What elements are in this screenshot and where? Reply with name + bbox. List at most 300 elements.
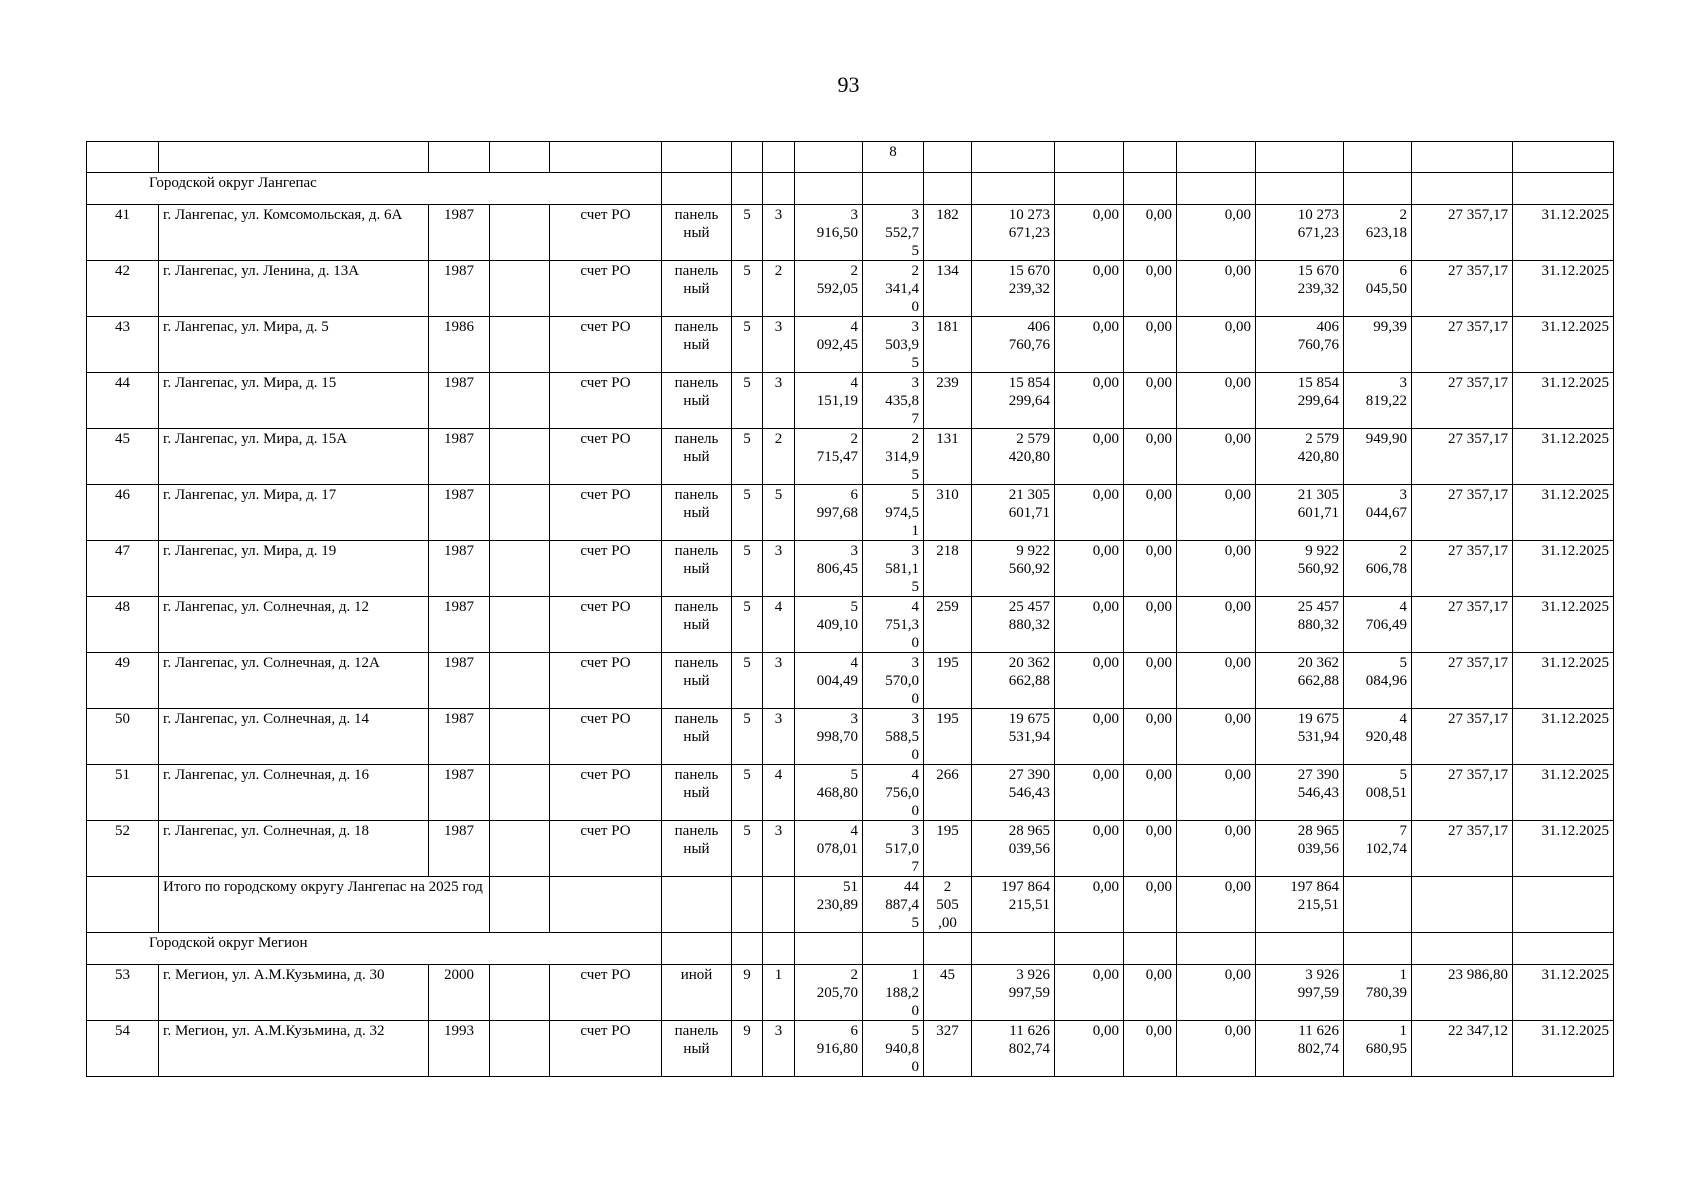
empty-cell bbox=[1513, 173, 1614, 205]
unit-cost-cell: 2 606,78 bbox=[1344, 541, 1412, 597]
area-residential-cell: 5 940,8 0 bbox=[863, 1021, 924, 1077]
empty-cell bbox=[662, 173, 732, 205]
residents-cell: 259 bbox=[924, 597, 972, 653]
empty-cell bbox=[490, 485, 550, 541]
limit-cost-cell: 27 357,17 bbox=[1412, 429, 1513, 485]
residents-cell: 266 bbox=[924, 765, 972, 821]
empty-cell bbox=[972, 933, 1055, 965]
cost-total-cell: 27 390 546,43 bbox=[972, 765, 1055, 821]
residents-cell: 195 bbox=[924, 709, 972, 765]
floors-cell: 9 bbox=[732, 965, 763, 1021]
deadline-cell: 31.12.2025 bbox=[1513, 965, 1614, 1021]
fund-1-cell: 0,00 bbox=[1055, 541, 1124, 597]
material-cell: панель ный bbox=[662, 541, 732, 597]
area-total-cell: 2 205,70 bbox=[795, 965, 863, 1021]
fund-2-cell: 0,00 bbox=[1124, 1021, 1177, 1077]
limit-cost-cell: 27 357,17 bbox=[1412, 205, 1513, 261]
total-fund-3: 0,00 bbox=[1177, 877, 1256, 933]
cost-total-cell: 21 305 601,71 bbox=[972, 485, 1055, 541]
empty-cell bbox=[490, 429, 550, 485]
entrances-cell: 3 bbox=[763, 709, 795, 765]
material-cell: панель ный bbox=[662, 317, 732, 373]
unit-cost-cell: 6 045,50 bbox=[1344, 261, 1412, 317]
table-row bbox=[87, 373, 1614, 429]
cost-owners-cell: 11 626 802,74 bbox=[1256, 1021, 1344, 1077]
empty-cell bbox=[490, 821, 550, 877]
material-cell: панель ный bbox=[662, 261, 732, 317]
fund-3-cell: 0,00 bbox=[1177, 709, 1256, 765]
deadline-cell: 31.12.2025 bbox=[1513, 317, 1614, 373]
material-cell: панель ный bbox=[662, 765, 732, 821]
limit-cost-cell: 27 357,17 bbox=[1412, 261, 1513, 317]
empty-cell bbox=[1412, 877, 1513, 933]
cost-total-cell: 11 626 802,74 bbox=[972, 1021, 1055, 1077]
address-cell: г. Лангепас, ул. Мира, д. 5 bbox=[159, 317, 429, 373]
material-cell: панель ный bbox=[662, 429, 732, 485]
material-cell: панель ный bbox=[662, 597, 732, 653]
table-row bbox=[87, 1021, 1614, 1077]
row-number: 42 bbox=[87, 261, 159, 317]
table-body bbox=[87, 142, 1614, 1077]
cost-owners-cell: 10 273 671,23 bbox=[1256, 205, 1344, 261]
fund-1-cell: 0,00 bbox=[1055, 429, 1124, 485]
material-cell: иной bbox=[662, 965, 732, 1021]
fund-cell: счет РО bbox=[550, 1021, 662, 1077]
fund-2-cell: 0,00 bbox=[1124, 709, 1177, 765]
fund-cell: счет РО bbox=[550, 653, 662, 709]
table-row bbox=[87, 485, 1614, 541]
row-number: 54 bbox=[87, 1021, 159, 1077]
unit-cost-cell: 3 044,67 bbox=[1344, 485, 1412, 541]
year-cell: 1987 bbox=[429, 205, 490, 261]
fund-3-cell: 0,00 bbox=[1177, 1021, 1256, 1077]
floors-cell: 5 bbox=[732, 429, 763, 485]
empty-cell bbox=[763, 173, 795, 205]
fund-cell: счет РО bbox=[550, 373, 662, 429]
fund-cell: счет РО bbox=[550, 541, 662, 597]
empty-cell bbox=[732, 173, 763, 205]
row-number: 53 bbox=[87, 965, 159, 1021]
empty-cell bbox=[1344, 933, 1412, 965]
table-row bbox=[87, 261, 1614, 317]
address-cell: г. Лангепас, ул. Мира, д. 17 bbox=[159, 485, 429, 541]
fund-2-cell: 0,00 bbox=[1124, 373, 1177, 429]
empty-cell bbox=[490, 261, 550, 317]
row-number: 45 bbox=[87, 429, 159, 485]
limit-cost-cell: 23 986,80 bbox=[1412, 965, 1513, 1021]
total-cost: 197 864 215,51 bbox=[972, 877, 1055, 933]
entrances-cell: 5 bbox=[763, 485, 795, 541]
deadline-cell: 31.12.2025 bbox=[1513, 1021, 1614, 1077]
year-cell: 1987 bbox=[429, 373, 490, 429]
cost-owners-cell: 3 926 997,59 bbox=[1256, 965, 1344, 1021]
cost-total-cell: 9 922 560,92 bbox=[972, 541, 1055, 597]
floors-cell: 5 bbox=[732, 709, 763, 765]
empty-cell bbox=[1177, 933, 1256, 965]
deadline-cell: 31.12.2025 bbox=[1513, 261, 1614, 317]
fund-3-cell: 0,00 bbox=[1177, 597, 1256, 653]
residents-cell: 182 bbox=[924, 205, 972, 261]
fund-2-cell: 0,00 bbox=[1124, 261, 1177, 317]
fund-2-cell: 0,00 bbox=[1124, 765, 1177, 821]
fund-2-cell: 0,00 bbox=[1124, 653, 1177, 709]
area-total-cell: 3 916,50 bbox=[795, 205, 863, 261]
material-cell: панель ный bbox=[662, 205, 732, 261]
empty-cell bbox=[1055, 933, 1124, 965]
entrances-cell: 3 bbox=[763, 373, 795, 429]
cost-owners-cell: 27 390 546,43 bbox=[1256, 765, 1344, 821]
cost-owners-cell: 2 579 420,80 bbox=[1256, 429, 1344, 485]
empty-cell bbox=[763, 877, 795, 933]
empty-cell bbox=[1124, 933, 1177, 965]
address-cell: г. Лангепас, ул. Солнечная, д. 14 bbox=[159, 709, 429, 765]
row-number: 47 bbox=[87, 541, 159, 597]
area-total-cell: 5 409,10 bbox=[795, 597, 863, 653]
empty-cell bbox=[490, 317, 550, 373]
cost-owners-cell: 25 457 880,32 bbox=[1256, 597, 1344, 653]
area-total-cell: 5 468,80 bbox=[795, 765, 863, 821]
fund-3-cell: 0,00 bbox=[1177, 317, 1256, 373]
fund-1-cell: 0,00 bbox=[1055, 1021, 1124, 1077]
floors-cell: 5 bbox=[732, 373, 763, 429]
floors-cell: 5 bbox=[732, 485, 763, 541]
entrances-cell: 3 bbox=[763, 317, 795, 373]
fund-2-cell: 0,00 bbox=[1124, 429, 1177, 485]
limit-cost-cell: 27 357,17 bbox=[1412, 373, 1513, 429]
deadline-cell: 31.12.2025 bbox=[1513, 597, 1614, 653]
area-total-cell: 2 715,47 bbox=[795, 429, 863, 485]
row-number: 43 bbox=[87, 317, 159, 373]
fund-1-cell: 0,00 bbox=[1055, 965, 1124, 1021]
material-cell: панель ный bbox=[662, 709, 732, 765]
year-cell: 2000 bbox=[429, 965, 490, 1021]
area-residential-cell: 2 314,9 5 bbox=[863, 429, 924, 485]
area-total-cell: 4 004,49 bbox=[795, 653, 863, 709]
table-row bbox=[87, 821, 1614, 877]
section-header-row bbox=[87, 933, 1614, 965]
floors-cell: 5 bbox=[732, 597, 763, 653]
empty-cell bbox=[1124, 173, 1177, 205]
area-total-cell: 3 998,70 bbox=[795, 709, 863, 765]
unit-cost-cell: 1 780,39 bbox=[1344, 965, 1412, 1021]
cost-owners-cell: 15 670 239,32 bbox=[1256, 261, 1344, 317]
floors-cell: 5 bbox=[732, 765, 763, 821]
residents-cell: 134 bbox=[924, 261, 972, 317]
empty-cell bbox=[732, 877, 763, 933]
fund-cell: счет РО bbox=[550, 261, 662, 317]
row-number: 49 bbox=[87, 653, 159, 709]
cost-owners-cell: 406 760,76 bbox=[1256, 317, 1344, 373]
year-cell: 1987 bbox=[429, 541, 490, 597]
empty-cell bbox=[662, 877, 732, 933]
empty-cell bbox=[490, 205, 550, 261]
empty-cell bbox=[490, 653, 550, 709]
entrances-cell: 2 bbox=[763, 429, 795, 485]
entrances-cell: 3 bbox=[763, 821, 795, 877]
address-cell: г. Лангепас, ул. Мира, д. 15 bbox=[159, 373, 429, 429]
area-total-cell: 4 151,19 bbox=[795, 373, 863, 429]
cost-owners-cell: 20 362 662,88 bbox=[1256, 653, 1344, 709]
limit-cost-cell: 27 357,17 bbox=[1412, 765, 1513, 821]
year-cell: 1987 bbox=[429, 261, 490, 317]
fund-3-cell: 0,00 bbox=[1177, 261, 1256, 317]
material-cell: панель ный bbox=[662, 373, 732, 429]
area-residential-cell: 5 974,5 1 bbox=[863, 485, 924, 541]
fund-cell: счет РО bbox=[550, 317, 662, 373]
unit-cost-cell: 2 623,18 bbox=[1344, 205, 1412, 261]
entrances-cell: 3 bbox=[763, 205, 795, 261]
empty-cell bbox=[490, 709, 550, 765]
floors-cell: 5 bbox=[732, 821, 763, 877]
empty-cell bbox=[87, 877, 159, 933]
section-header-row bbox=[87, 173, 1614, 205]
floors-cell: 9 bbox=[732, 1021, 763, 1077]
entrances-cell: 1 bbox=[763, 965, 795, 1021]
area-total-cell: 2 592,05 bbox=[795, 261, 863, 317]
cost-owners-cell: 15 854 299,64 bbox=[1256, 373, 1344, 429]
residents-cell: 131 bbox=[924, 429, 972, 485]
year-cell: 1987 bbox=[429, 821, 490, 877]
cost-owners-cell: 19 675 531,94 bbox=[1256, 709, 1344, 765]
page-number: 93 bbox=[837, 72, 860, 97]
row-number: 52 bbox=[87, 821, 159, 877]
fund-cell: счет РО bbox=[550, 597, 662, 653]
year-cell: 1987 bbox=[429, 597, 490, 653]
area-total-cell: 6 916,80 bbox=[795, 1021, 863, 1077]
floors-cell: 5 bbox=[732, 317, 763, 373]
empty-cell bbox=[1256, 933, 1344, 965]
area-residential-cell: 4 751,3 0 bbox=[863, 597, 924, 653]
fund-2-cell: 0,00 bbox=[1124, 317, 1177, 373]
fund-3-cell: 0,00 bbox=[1177, 965, 1256, 1021]
area-residential-cell: 3 581,1 5 bbox=[863, 541, 924, 597]
unit-cost-cell: 4 920,48 bbox=[1344, 709, 1412, 765]
address-cell: г. Лангепас, ул. Солнечная, д. 12 bbox=[159, 597, 429, 653]
table-row bbox=[87, 653, 1614, 709]
unit-cost-cell: 4 706,49 bbox=[1344, 597, 1412, 653]
row-number: 48 bbox=[87, 597, 159, 653]
fund-3-cell: 0,00 bbox=[1177, 765, 1256, 821]
empty-cell bbox=[1344, 877, 1412, 933]
table-row bbox=[87, 317, 1614, 373]
limit-cost-cell: 27 357,17 bbox=[1412, 821, 1513, 877]
empty-cell bbox=[863, 933, 924, 965]
fund-1-cell: 0,00 bbox=[1055, 261, 1124, 317]
area-total-cell: 3 806,45 bbox=[795, 541, 863, 597]
section-title: Городской округ Лангепас bbox=[87, 173, 662, 205]
address-cell: г. Лангепас, ул. Солнечная, д. 16 bbox=[159, 765, 429, 821]
limit-cost-cell: 27 357,17 bbox=[1412, 317, 1513, 373]
empty-cell bbox=[490, 877, 550, 933]
limit-cost-cell: 27 357,17 bbox=[1412, 485, 1513, 541]
empty-cell bbox=[662, 933, 732, 965]
fund-1-cell: 0,00 bbox=[1055, 709, 1124, 765]
area-residential-cell: 3 435,8 7 bbox=[863, 373, 924, 429]
fund-3-cell: 0,00 bbox=[1177, 485, 1256, 541]
unit-cost-cell: 3 819,22 bbox=[1344, 373, 1412, 429]
table-row bbox=[87, 429, 1614, 485]
empty-cell bbox=[924, 173, 972, 205]
fund-3-cell: 0,00 bbox=[1177, 205, 1256, 261]
year-cell: 1987 bbox=[429, 709, 490, 765]
cost-total-cell: 28 965 039,56 bbox=[972, 821, 1055, 877]
total-fund-1: 0,00 bbox=[1055, 877, 1124, 933]
fund-1-cell: 0,00 bbox=[1055, 821, 1124, 877]
floors-cell: 5 bbox=[732, 205, 763, 261]
empty-cell bbox=[490, 965, 550, 1021]
cost-owners-cell: 9 922 560,92 bbox=[1256, 541, 1344, 597]
cost-total-cell: 20 362 662,88 bbox=[972, 653, 1055, 709]
total-row bbox=[87, 877, 1614, 933]
cost-owners-cell: 28 965 039,56 bbox=[1256, 821, 1344, 877]
fund-1-cell: 0,00 bbox=[1055, 653, 1124, 709]
limit-cost-cell: 27 357,17 bbox=[1412, 541, 1513, 597]
deadline-cell: 31.12.2025 bbox=[1513, 709, 1614, 765]
table-row bbox=[87, 709, 1614, 765]
cost-total-cell: 25 457 880,32 bbox=[972, 597, 1055, 653]
empty-cell bbox=[490, 1021, 550, 1077]
empty-cell bbox=[1344, 173, 1412, 205]
unit-cost-cell: 1 680,95 bbox=[1344, 1021, 1412, 1077]
area-residential-cell: 3 570,0 0 bbox=[863, 653, 924, 709]
cost-total-cell: 406 760,76 bbox=[972, 317, 1055, 373]
residents-cell: 239 bbox=[924, 373, 972, 429]
fund-1-cell: 0,00 bbox=[1055, 765, 1124, 821]
entrances-cell: 3 bbox=[763, 1021, 795, 1077]
area-total-cell: 6 997,68 bbox=[795, 485, 863, 541]
empty-cell bbox=[550, 877, 662, 933]
empty-cell bbox=[795, 933, 863, 965]
row-number: 41 bbox=[87, 205, 159, 261]
fund-2-cell: 0,00 bbox=[1124, 205, 1177, 261]
area-residential-cell: 2 341,4 0 bbox=[863, 261, 924, 317]
area-residential-cell: 4 756,0 0 bbox=[863, 765, 924, 821]
table-row-top-fragment bbox=[87, 142, 1614, 173]
floors-cell: 5 bbox=[732, 541, 763, 597]
year-cell: 1987 bbox=[429, 485, 490, 541]
fund-2-cell: 0,00 bbox=[1124, 597, 1177, 653]
empty-cell bbox=[490, 765, 550, 821]
empty-cell bbox=[1412, 173, 1513, 205]
year-cell: 1986 bbox=[429, 317, 490, 373]
limit-cost-cell: 27 357,17 bbox=[1412, 597, 1513, 653]
fund-cell: счет РО bbox=[550, 765, 662, 821]
total-cost-owners: 197 864 215,51 bbox=[1256, 877, 1344, 933]
empty-cell bbox=[1513, 877, 1614, 933]
area-residential-cell: 3 588,5 0 bbox=[863, 709, 924, 765]
fund-2-cell: 0,00 bbox=[1124, 485, 1177, 541]
row-number: 46 bbox=[87, 485, 159, 541]
empty-cell bbox=[490, 373, 550, 429]
year-cell: 1993 bbox=[429, 1021, 490, 1077]
cost-total-cell: 10 273 671,23 bbox=[972, 205, 1055, 261]
address-cell: г. Мегион, ул. А.М.Кузьмина, д. 30 bbox=[159, 965, 429, 1021]
deadline-cell: 31.12.2025 bbox=[1513, 429, 1614, 485]
address-cell: г. Лангепас, ул. Солнечная, д. 18 bbox=[159, 821, 429, 877]
total-area-total: 51 230,89 bbox=[795, 877, 863, 933]
residents-cell: 45 bbox=[924, 965, 972, 1021]
deadline-cell: 31.12.2025 bbox=[1513, 373, 1614, 429]
deadline-cell: 31.12.2025 bbox=[1513, 765, 1614, 821]
deadline-cell: 31.12.2025 bbox=[1513, 821, 1614, 877]
row-number: 44 bbox=[87, 373, 159, 429]
cost-total-cell: 3 926 997,59 bbox=[972, 965, 1055, 1021]
unit-cost-cell: 99,39 bbox=[1344, 317, 1412, 373]
fund-2-cell: 0,00 bbox=[1124, 821, 1177, 877]
fund-cell: счет РО bbox=[550, 429, 662, 485]
empty-cell bbox=[924, 933, 972, 965]
fund-3-cell: 0,00 bbox=[1177, 429, 1256, 485]
unit-cost-cell: 5 084,96 bbox=[1344, 653, 1412, 709]
table-row bbox=[87, 541, 1614, 597]
year-cell: 1987 bbox=[429, 765, 490, 821]
fund-2-cell: 0,00 bbox=[1124, 541, 1177, 597]
empty-cell bbox=[1256, 173, 1344, 205]
cost-owners-cell: 21 305 601,71 bbox=[1256, 485, 1344, 541]
floors-cell: 5 bbox=[732, 261, 763, 317]
year-cell: 1987 bbox=[429, 653, 490, 709]
residents-cell: 181 bbox=[924, 317, 972, 373]
fund-2-cell: 0,00 bbox=[1124, 965, 1177, 1021]
material-cell: панель ный bbox=[662, 1021, 732, 1077]
empty-cell bbox=[1513, 933, 1614, 965]
empty-cell bbox=[490, 541, 550, 597]
empty-cell bbox=[863, 173, 924, 205]
area-residential-cell: 1 188,2 0 bbox=[863, 965, 924, 1021]
entrances-cell: 4 bbox=[763, 765, 795, 821]
empty-cell bbox=[490, 597, 550, 653]
area-residential-cell: 3 517,0 7 bbox=[863, 821, 924, 877]
address-cell: г. Лангепас, ул. Мира, д. 19 bbox=[159, 541, 429, 597]
residents-cell: 310 bbox=[924, 485, 972, 541]
top-fragment-cell: 8 bbox=[863, 142, 924, 173]
material-cell: панель ный bbox=[662, 821, 732, 877]
empty-cell bbox=[972, 173, 1055, 205]
fund-1-cell: 0,00 bbox=[1055, 317, 1124, 373]
entrances-cell: 3 bbox=[763, 653, 795, 709]
fund-cell: счет РО bbox=[550, 709, 662, 765]
unit-cost-cell: 7 102,74 bbox=[1344, 821, 1412, 877]
table-row bbox=[87, 765, 1614, 821]
fund-cell: счет РО bbox=[550, 821, 662, 877]
section-title: Городской округ Мегион bbox=[87, 933, 662, 965]
address-cell: г. Лангепас, ул. Мира, д. 15А bbox=[159, 429, 429, 485]
empty-cell bbox=[1177, 173, 1256, 205]
empty-cell bbox=[732, 933, 763, 965]
entrances-cell: 3 bbox=[763, 541, 795, 597]
deadline-cell: 31.12.2025 bbox=[1513, 205, 1614, 261]
unit-cost-cell: 949,90 bbox=[1344, 429, 1412, 485]
table-row bbox=[87, 597, 1614, 653]
cost-total-cell: 15 854 299,64 bbox=[972, 373, 1055, 429]
deadline-cell: 31.12.2025 bbox=[1513, 541, 1614, 597]
unit-cost-cell: 5 008,51 bbox=[1344, 765, 1412, 821]
fund-1-cell: 0,00 bbox=[1055, 373, 1124, 429]
cost-total-cell: 2 579 420,80 bbox=[972, 429, 1055, 485]
address-cell: г. Лангепас, ул. Комсомольская, д. 6А bbox=[159, 205, 429, 261]
empty-cell bbox=[1412, 933, 1513, 965]
deadline-cell: 31.12.2025 bbox=[1513, 653, 1614, 709]
row-number: 50 bbox=[87, 709, 159, 765]
fund-cell: счет РО bbox=[550, 965, 662, 1021]
fund-3-cell: 0,00 bbox=[1177, 373, 1256, 429]
residents-cell: 327 bbox=[924, 1021, 972, 1077]
floors-cell: 5 bbox=[732, 653, 763, 709]
fund-3-cell: 0,00 bbox=[1177, 541, 1256, 597]
address-cell: г. Лангепас, ул. Солнечная, д. 12А bbox=[159, 653, 429, 709]
total-area-residential: 44 887,4 5 bbox=[863, 877, 924, 933]
address-cell: г. Мегион, ул. А.М.Кузьмина, д. 32 bbox=[159, 1021, 429, 1077]
